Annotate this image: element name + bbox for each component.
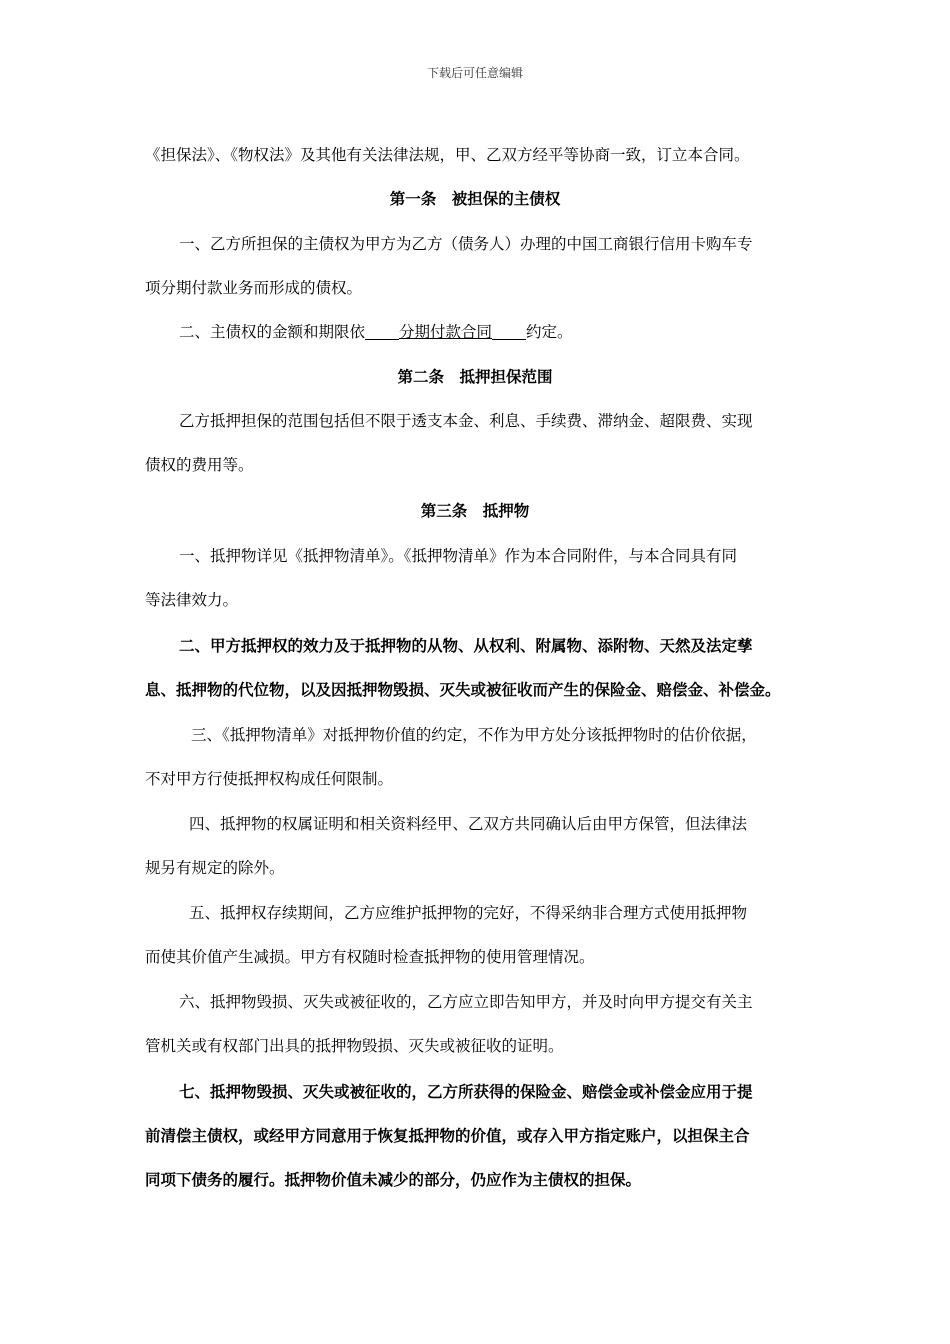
- article-2-title: 第二条 抵押担保范围: [397, 367, 553, 386]
- a1-p2: [145, 321, 859, 343]
- a3-p2-line1: 二、甲方抵押权的效力及于抵押物的从物、从权利、附属物、添附物、天然及法定孳: [179, 636, 753, 655]
- a3-p5-line2: 而使其价值产生减损。甲方有权随时检查抵押物的使用管理情况。: [145, 948, 595, 966]
- a3-p6-line1: 六、抵押物毁损、灭失或被征收的，乙方应立即告知甲方，并及时向甲方提交有关主: [179, 993, 753, 1011]
- fill-blank-left: [365, 323, 399, 340]
- a3-p3-line2: 不对甲方行使抵押权构成任何限制。: [145, 770, 394, 788]
- fill-blank-right: [492, 323, 526, 340]
- a1-p1-line2: 项分期付款业务而形成的债权。: [145, 279, 363, 297]
- intro-line: 《担保法》、《物权法》及其他有关法律法规，甲、乙双方经平等协商一致，订立本合同。: [145, 146, 750, 164]
- page-header: 下载后可任意编辑: [426, 66, 523, 80]
- a3-p7-line2: 前清偿主债权，或经甲方同意用于恢复抵押物的价值，或存入甲方指定账户，以担保主合: [145, 1126, 750, 1145]
- a2-p1-line1: 乙方抵押担保的范围包括但不限于透支本金、利息、手续费、滞纳金、超限费、实现: [179, 412, 753, 430]
- a3-p7-line3: 同项下债务的履行。抵押物价值未减少的部分，仍应作为主债权的担保。: [145, 1170, 642, 1189]
- a1-p2-suffix: 约定。: [526, 323, 573, 341]
- a3-p7-line1: 七、抵押物毁损、灭失或被征收的，乙方所获得的保险金、赔偿金或补偿金应用于提: [179, 1082, 753, 1101]
- a3-p2-line2: 息、抵押物的代位物，以及因抵押物毁损、灭失或被征收而产生的保险金、赔偿金、补偿金。: [145, 680, 781, 699]
- contract-name-fill: 分期付款合同: [399, 323, 493, 341]
- a3-p5-line1: 五、抵押权存续期间，乙方应维护抵押物的完好，不得采纳非合理方式使用抵押物: [189, 904, 748, 922]
- a3-p1-line2: 等法律效力。: [145, 591, 239, 609]
- a2-p1-line2: 债权的费用等。: [145, 456, 254, 474]
- a3-p1-line1: 一、抵押物详见《抵押物清单》。《抵押物清单》作为本合同附件，与本合同具有同: [179, 547, 738, 565]
- a3-p4-line1: 四、抵押物的权属证明和相关资料经甲、乙双方共同确认后由甲方保管，但法律法: [189, 815, 748, 833]
- a3-p4-line2: 规另有规定的除外。: [145, 859, 285, 877]
- article-3-title: 第三条 抵押物: [420, 501, 530, 520]
- article-1-title: 第一条 被担保的主债权: [389, 189, 561, 208]
- a3-p3-line1: 三、《抵押物清单》对抵押物价值的约定，不作为甲方处分该抵押物时的估价依据，: [191, 726, 757, 744]
- a1-p2-prefix: 二、主债权的金额和期限依: [179, 323, 366, 341]
- a1-p1-line1: 一、乙方所担保的主债权为甲方为乙方（债务人）办理的中国工商银行信用卡购车专: [179, 235, 753, 253]
- a3-p6-line2: 管机关或有权部门出具的抵押物毁损、灭失或被征收的证明。: [145, 1037, 564, 1055]
